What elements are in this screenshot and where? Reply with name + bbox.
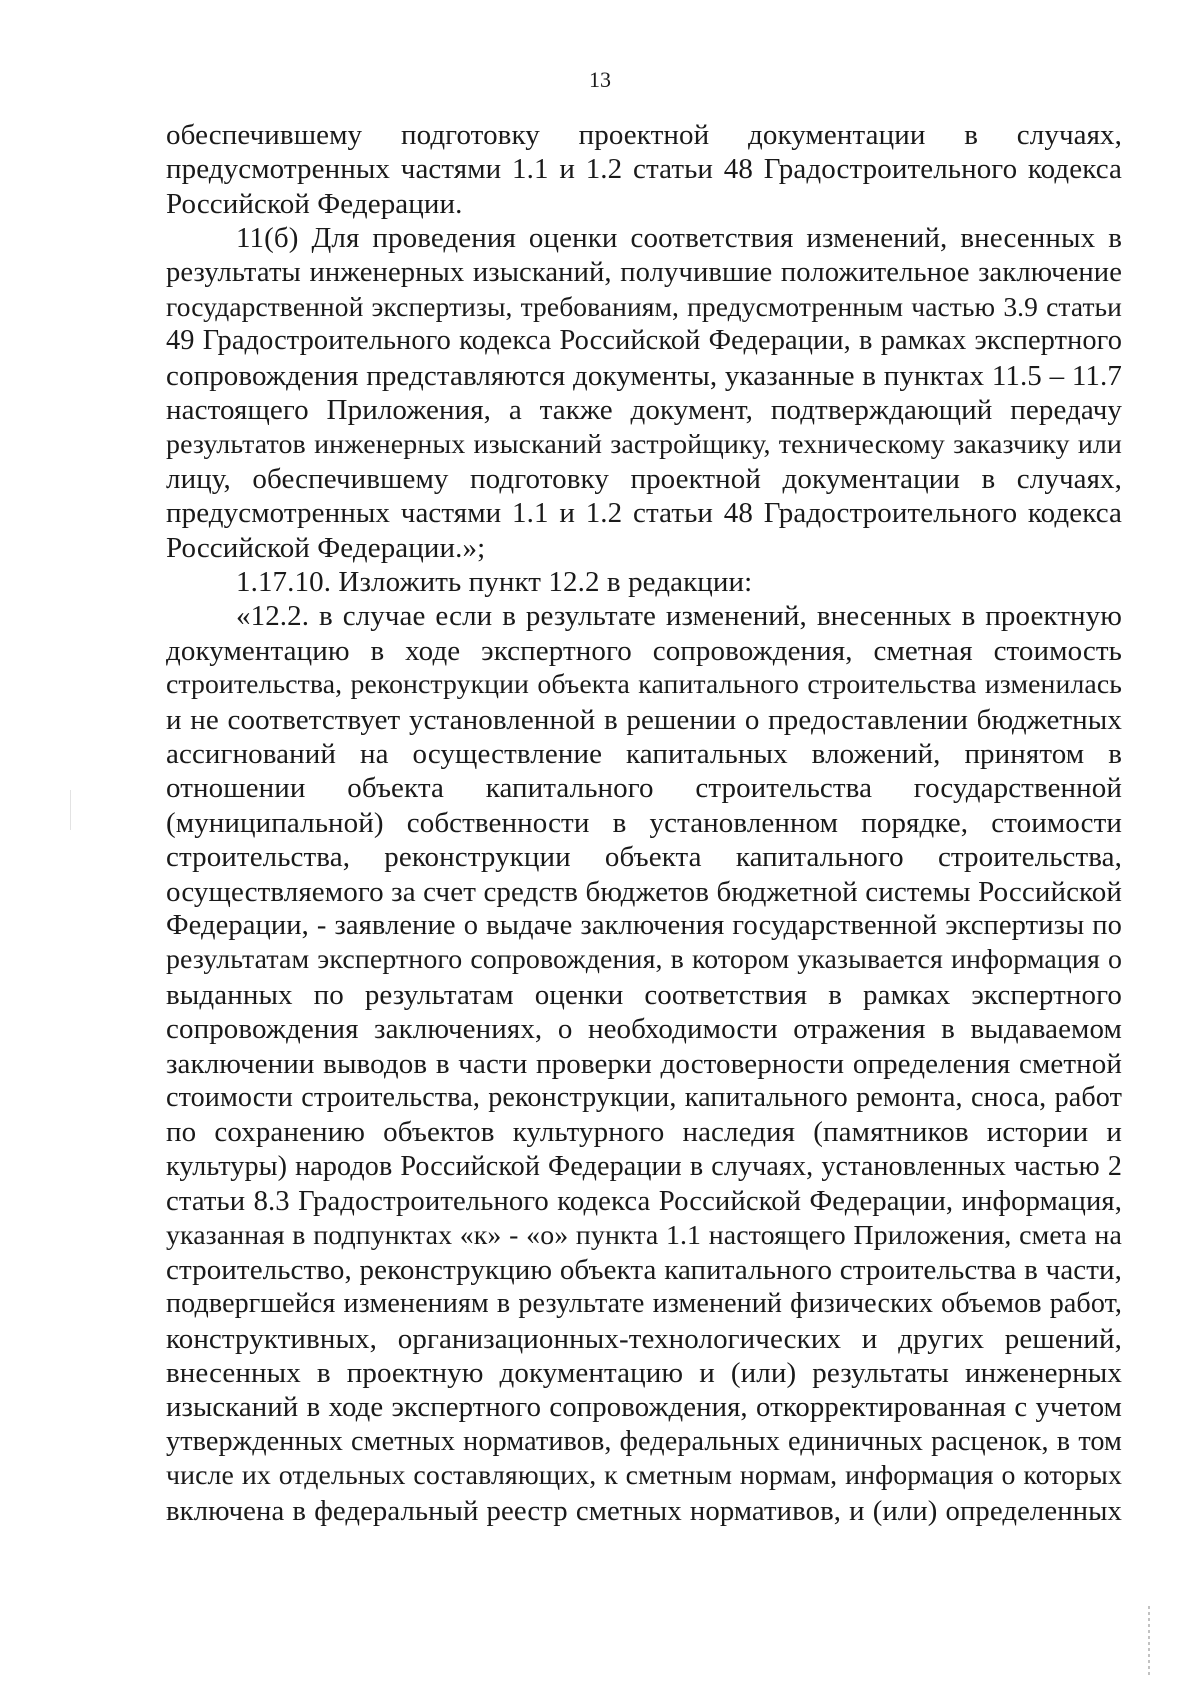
text-line: изысканий в ходе экспертного сопровождения, откорректированная с учетом: [166, 1391, 1122, 1424]
text-line: отношении объекта капитального строительства государственной: [166, 772, 1122, 805]
text-line: «12.2. в случае если в результате изменений, внесенных в проектную: [236, 600, 1122, 633]
text-line: сопровождения представляются документы, указанные в пунктах 11.5 – 11.7: [166, 359, 1122, 392]
text-line: предусмотренных частями 1.1 и 1.2 статьи 48 Градостроительного кодекса: [166, 153, 1122, 186]
scan-artifact: [1148, 1606, 1150, 1676]
text-line: 11(б) Для проведения оценки соответствия изменений, внесенных в: [236, 222, 1122, 255]
text-line: предусмотренных частями 1.1 и 1.2 статьи 48 Градостроительного кодекса: [166, 497, 1122, 530]
text-line: включена в федеральный реестр сметных нормативов, и (или) определенных: [166, 1494, 1122, 1527]
text-line: по сохранению объектов культурного наследия (памятников истории и: [166, 1116, 1122, 1149]
text-line: и не соответствует установленной в решении о предоставлении бюджетных: [166, 703, 1122, 736]
text-line: 1.17.10. Изложить пункт 12.2 в редакции:: [236, 566, 753, 599]
text-line: утвержденных сметных нормативов, федеральных единичных расценок, в том: [166, 1425, 1122, 1457]
scan-artifact-left: [70, 790, 71, 830]
document-body: [166, 118, 1122, 1528]
text-line: стоимости строительства, реконструкции, капитального ремонта, сноса, работ: [166, 1081, 1122, 1113]
text-line: Федерации, - заявление о выдаче заключения государственной экспертизы по: [166, 909, 1122, 941]
text-line: документацию в ходе экспертного сопровождения, сметная стоимость: [166, 634, 1122, 667]
text-line: числе их отдельных составляющих, к сметным нормам, информация о которых: [166, 1460, 1122, 1492]
text-line: заключении выводов в части проверки достоверности определения сметной: [166, 1047, 1122, 1080]
text-line: конструктивных, организационных-технологических и других решений,: [166, 1322, 1122, 1355]
text-line: сопровождения заключениях, о необходимости отражения в выдаваемом: [166, 1013, 1122, 1046]
text-line: внесенных в проектную документацию и (или) результаты инженерных: [166, 1357, 1122, 1390]
text-line: подвергшейся изменениям в результате изменений физических объемов работ,: [166, 1288, 1122, 1320]
text-line: (муниципальной) собственности в установленном порядке, стоимости: [166, 806, 1122, 839]
text-line: выданных по результатам оценки соответствия в рамках экспертного: [166, 978, 1122, 1011]
text-line: осуществляемого за счет средств бюджетов бюджетной системы Российской: [166, 875, 1122, 908]
text-line: указанная в подпунктах «к» - «о» пункта 1.1 настоящего Приложения, смета на: [166, 1219, 1122, 1251]
text-line: культуры) народов Российской Федерации в случаях, установленных частью 2: [166, 1150, 1122, 1182]
text-line: результатов инженерных изысканий застройщику, техническому заказчику или: [166, 428, 1122, 460]
text-line: 49 Градостроительного кодекса Российской Федерации, в рамках экспертного: [166, 325, 1122, 357]
text-line: статьи 8.3 Градостроительного кодекса Российской Федерации, информация,: [166, 1185, 1122, 1218]
text-line: строительство, реконструкцию объекта капитального строительства в части,: [166, 1253, 1122, 1286]
text-line: результаты инженерных изысканий, получившие положительное заключение: [166, 256, 1122, 288]
text-line: строительства, реконструкции объекта капитального строительства,: [166, 841, 1122, 874]
text-line: строительства, реконструкции объекта капитального строительства изменилась: [166, 669, 1122, 701]
text-line: лицу, обеспечившему подготовку проектной документации в случаях,: [166, 462, 1122, 495]
text-line: Российской Федерации.: [166, 187, 463, 220]
page-number: 13: [589, 67, 611, 92]
text-line: настоящего Приложения, а также документ, подтверждающий передачу: [166, 394, 1122, 427]
text-line: ассигнований на осуществление капитальных вложений, принятом в: [166, 738, 1122, 771]
text-line: результатам экспертного сопровождения, в котором указывается информация о: [166, 944, 1122, 976]
text-line: государственной экспертизы, требованиям, предусмотренным частью 3.9 статьи: [166, 291, 1122, 322]
text-line: Российской Федерации.»;: [166, 531, 486, 564]
text-line: обеспечившему подготовку проектной документации в случаях,: [166, 119, 1122, 151]
